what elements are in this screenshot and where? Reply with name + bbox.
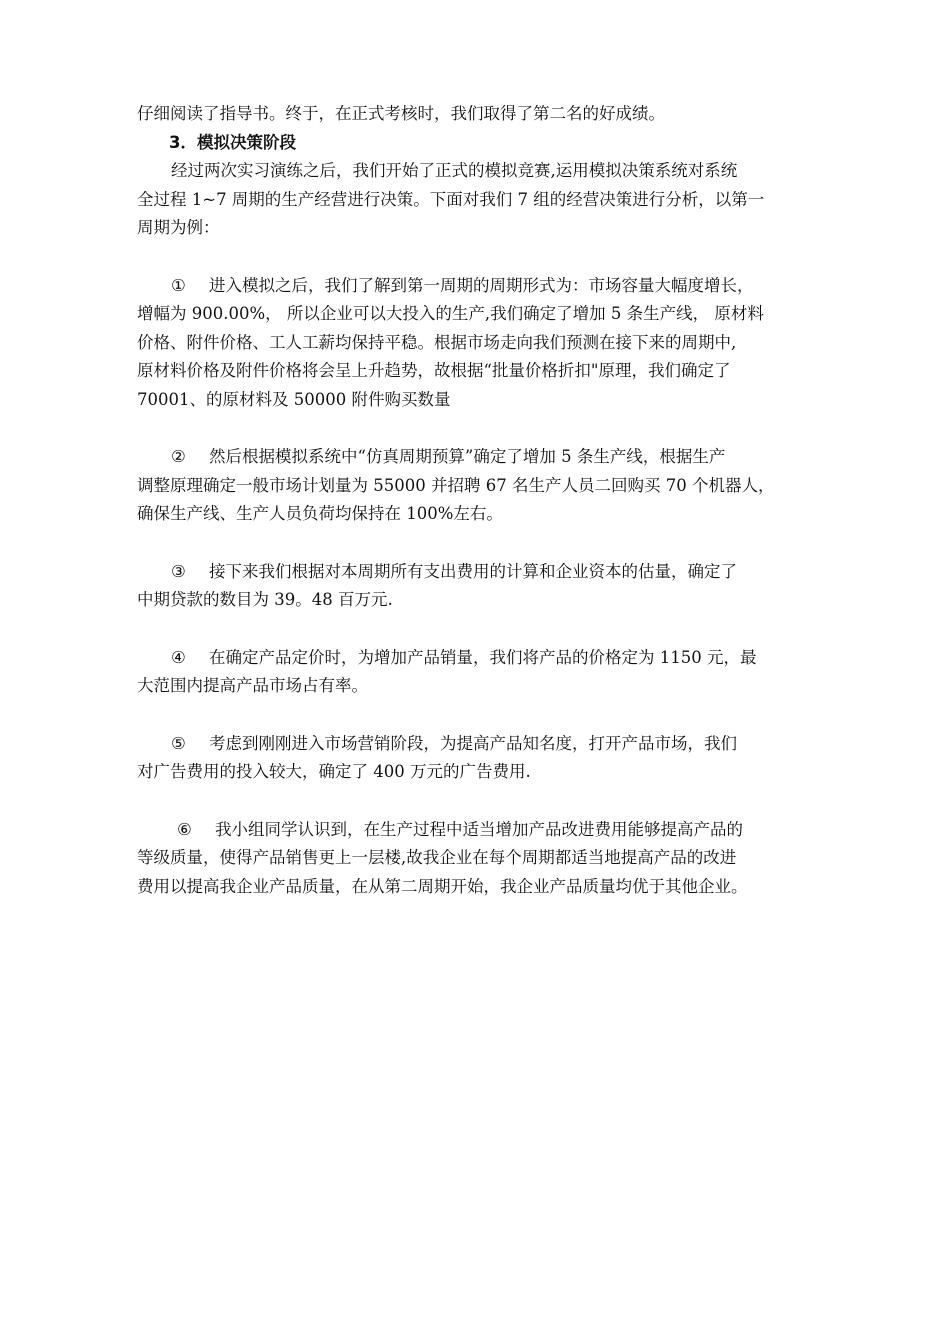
section-intro-line: 经过两次实习演练之后，我们开始了正式的模拟竞赛,运用模拟决策系统对系统: [171, 161, 738, 180]
item-2-text: 然后根据模拟系统中“仿真周期预算”确定了增加 5 条生产线，根据生产: [209, 447, 726, 466]
paragraph-gap: [137, 615, 849, 644]
item-1-line: 价格、附件价格、工人工薪均保持平稳。根据市场走向我们预测在接下来的周期中,: [137, 332, 737, 352]
section-intro-line: 周期为例：: [137, 218, 220, 237]
paragraph-gap: [137, 787, 849, 816]
item-1-marker: ①: [171, 275, 186, 295]
item-2-line: 调整原理确定一般市场计划量为 55000 并招聘 67 名生产人员二回购买 70 个机器人，: [137, 475, 775, 495]
section-heading: 3．模拟决策阶段: [169, 132, 296, 152]
item-5-line: [137, 730, 849, 759]
item-4-text: 在确定产品定价时，为增加产品销量，我们将产品的价格定为 1150 元，最: [209, 647, 757, 667]
item-1-line: 增幅为 900.00%， 所以企业可以大投入的生产,我们确定了增加 5 条生产线， 原材料: [137, 304, 764, 323]
document-page: [137, 100, 849, 901]
item-4-line: [137, 644, 849, 673]
item-6-text: 我小组同学认识到，在生产过程中适当增加产品改进费用能够提高产品的: [215, 819, 743, 839]
paragraph-gap: [137, 243, 849, 272]
item-4-line: 大范围内提高产品市场占有率。: [137, 676, 368, 695]
item-1-line: 原材料价格及附件价格将会呈上升趋势，故根据“批量价格折扣"原理，我们确定了: [137, 361, 731, 380]
item-2-line: [137, 443, 849, 472]
item-3-line: 中期贷款的数目为 39。48 百万元.: [137, 590, 393, 609]
paragraph-gap: [137, 529, 849, 558]
item-2-marker: ②: [171, 447, 186, 466]
intro-line: 仔细阅读了指导书。终于，在正式考核时，我们取得了第二名的好成绩。: [137, 104, 665, 123]
item-5-line: 对广告费用的投入较大，确定了 400 万元的广告费用.: [137, 762, 531, 781]
item-5-marker: ⑤: [171, 733, 186, 753]
item-3-text: 接下来我们根据对本周期所有支出费用的计算和企业资本的估量，确定了: [209, 561, 737, 581]
item-1-line: 70001、的原材料及 50000 附件购买数量: [137, 389, 451, 409]
item-1-text: 进入模拟之后，我们了解到第一周期的周期形式为：市场容量大幅度增长，: [209, 275, 754, 295]
item-1-line: [137, 272, 849, 301]
item-5-text: 考虑到刚刚进入市场营销阶段，为提高产品知名度，打开产品市场，我们: [209, 733, 737, 753]
paragraph-gap: [137, 414, 849, 443]
item-6-line: 费用以提高我企业产品质量，在从第二周期开始，我企业产品质量均优于其他企业。: [137, 876, 748, 896]
item-2-line: 确保生产线、生产人员负荷均保持在 100%左右。: [137, 504, 503, 523]
item-3-marker: ③: [171, 561, 186, 581]
item-4-marker: ④: [171, 647, 186, 667]
item-6-line: 等级质量，使得产品销售更上一层楼,故我企业在每个周期都适当地提高产品的改进: [137, 848, 737, 867]
item-6-line: [137, 816, 849, 845]
section-intro-line: 全过程 1~7 周期的生产经营进行决策。下面对我们 7 组的经营决策进行分析，以第一: [137, 189, 765, 209]
paragraph-gap: [137, 701, 849, 730]
item-6-marker: ⑥: [177, 819, 192, 839]
item-3-line: [137, 558, 849, 587]
